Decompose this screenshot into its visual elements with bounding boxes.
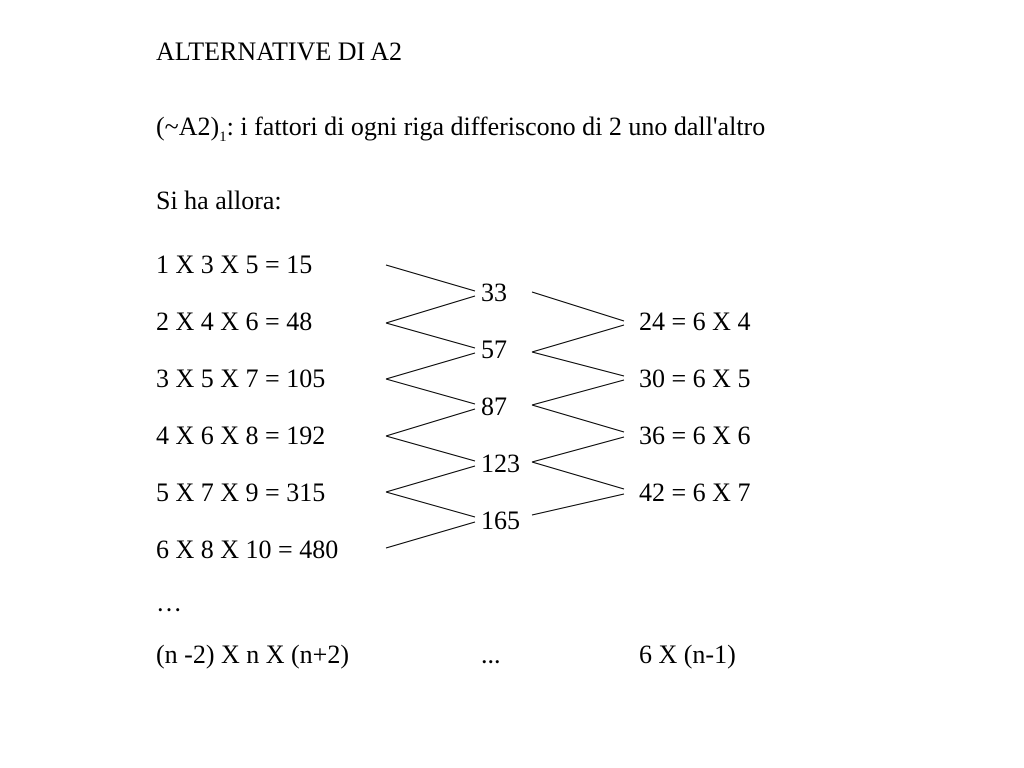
product-row: 4 X 6 X 8 = 192 [156, 421, 326, 450]
connector-line [532, 494, 624, 515]
general-second-difference: 6 X (n-1) [639, 640, 736, 669]
product-row: 2 X 4 X 6 = 48 [156, 307, 313, 336]
product-row: 1 X 3 X 5 = 15 [156, 250, 313, 279]
connector-line [532, 292, 624, 321]
connector-line [386, 323, 475, 348]
connector-line [386, 436, 475, 461]
connector-line [532, 380, 624, 405]
second-difference: 24 = 6 X 4 [639, 307, 751, 336]
slide-title: ALTERNATIVE DI A2 [156, 37, 403, 66]
general-product-row: (n -2) X n X (n+2) [156, 640, 350, 669]
first-difference: 57 [481, 335, 507, 364]
connector-line [386, 379, 475, 404]
connector-line [532, 462, 624, 489]
product-row: 5 X 7 X 9 = 315 [156, 478, 326, 507]
second-difference: 36 = 6 X 6 [639, 421, 751, 450]
first-difference: 87 [481, 392, 507, 421]
subtitle-subscript: 1 [219, 129, 227, 145]
first-difference: 33 [481, 278, 507, 307]
connector-line [532, 437, 624, 462]
subtitle-suffix: : i fattori di ogni riga differiscono di 2 uno dall'altro [226, 112, 766, 141]
connector-line [386, 265, 475, 291]
product-row: 6 X 8 X 10 = 480 [156, 535, 339, 564]
first-difference: 123 [481, 449, 520, 478]
connector-line [386, 466, 475, 492]
connector-line [386, 409, 475, 436]
second-difference: 30 = 6 X 5 [639, 364, 751, 393]
intro-text: Si ha allora: [156, 186, 282, 215]
general-difference: ... [481, 640, 501, 669]
connector-line [532, 352, 624, 376]
subtitle-prefix: (~A2) [156, 112, 220, 141]
first-difference: 165 [481, 506, 520, 535]
connector-line [386, 492, 475, 517]
ellipsis: … [156, 588, 182, 617]
connector-line [386, 353, 475, 379]
connector-line [532, 405, 624, 432]
connector-line [386, 522, 475, 548]
connector-line [386, 296, 475, 323]
second-difference: 42 = 6 X 7 [639, 478, 751, 507]
product-row: 3 X 5 X 7 = 105 [156, 364, 326, 393]
connector-line [532, 325, 624, 352]
